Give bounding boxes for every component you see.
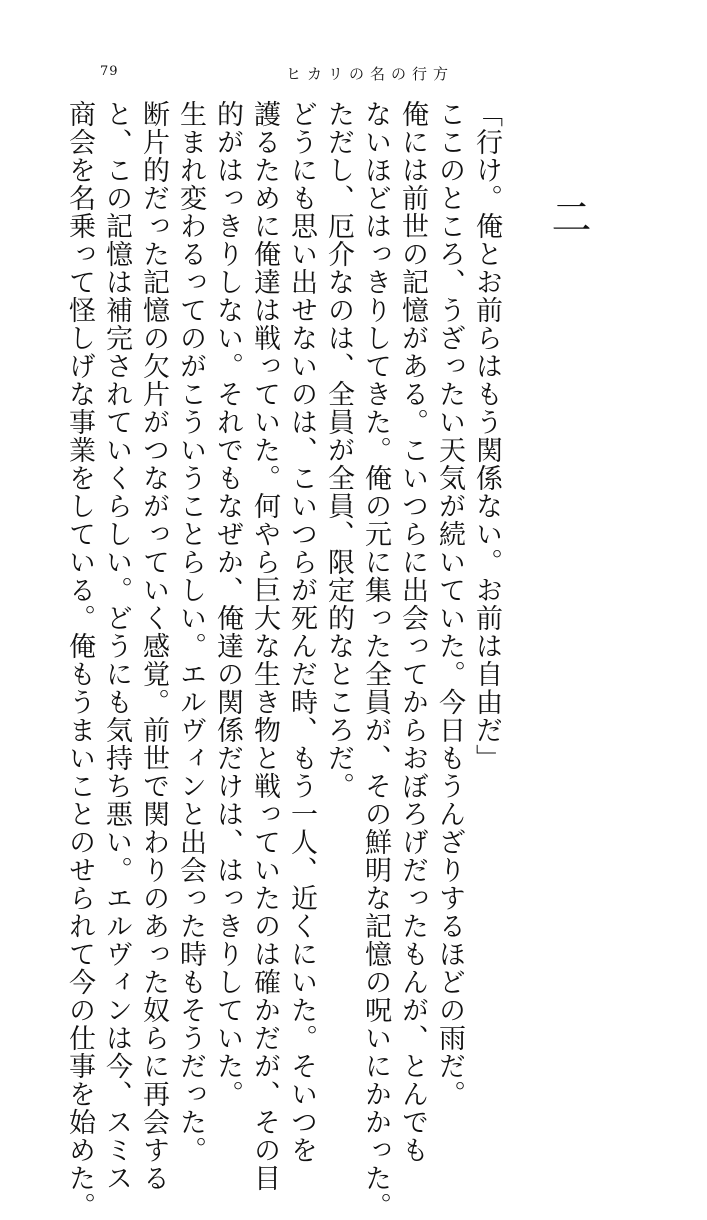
text-line-6: どうにも思い出せないのは、こいつらが死んだ時、もう一人、近くにいた。そいつを	[286, 100, 317, 1164]
page-number: 79	[100, 64, 119, 79]
text-line-5: ただし、厄介なのは、全員が全員、限定的なところだ。	[323, 100, 354, 800]
text-line-2: ここのところ、うざったい天気が続いていた。今日もうんざりするほどの雨だ。	[434, 100, 465, 1108]
text-line-3: 俺には前世の記憶がある。こいつらに出会ってからおぼろげだったもんが、とんでも	[397, 100, 428, 1164]
text-line-1: 「行け。俺とお前らはもう関係ない。お前は自由だ」	[471, 100, 502, 772]
text-line-12: 商会を名乗って怪しげな事業をしている。俺もうまいことのせられて今の仕事を始めた。	[64, 100, 95, 1220]
text-line-10: 断片的だった記憶の欠片がつながっていく感覚。前世で関わりのあった奴らに再会する	[138, 100, 169, 1192]
chapter-title: 二	[545, 196, 591, 236]
text-line-4: ないほどはっきりしてきた。俺の元に集った全員が、その鮮明な記憶の呪いにかかった。	[360, 100, 391, 1220]
text-line-8: 的がはっきりしない。それでもなぜか、俺達の関係だけは、はっきりしていた。	[212, 100, 243, 1108]
text-line-7: 護るために俺達は戦っていた。何やら巨大な生き物と戦っていたのは確かだが、その目	[249, 100, 280, 1192]
running-header: ヒカリの名の行方	[286, 65, 455, 83]
text-line-11: と、この記憶は補完されていくらしい。どうにも気持ち悪い。エルヴィンは今、スミス	[101, 100, 132, 1192]
body-text	[61, 100, 505, 1220]
text-line-9: 生まれ変わるってのがこういうことらしい。エルヴィンと出会った時もそうだった。	[175, 100, 206, 1164]
